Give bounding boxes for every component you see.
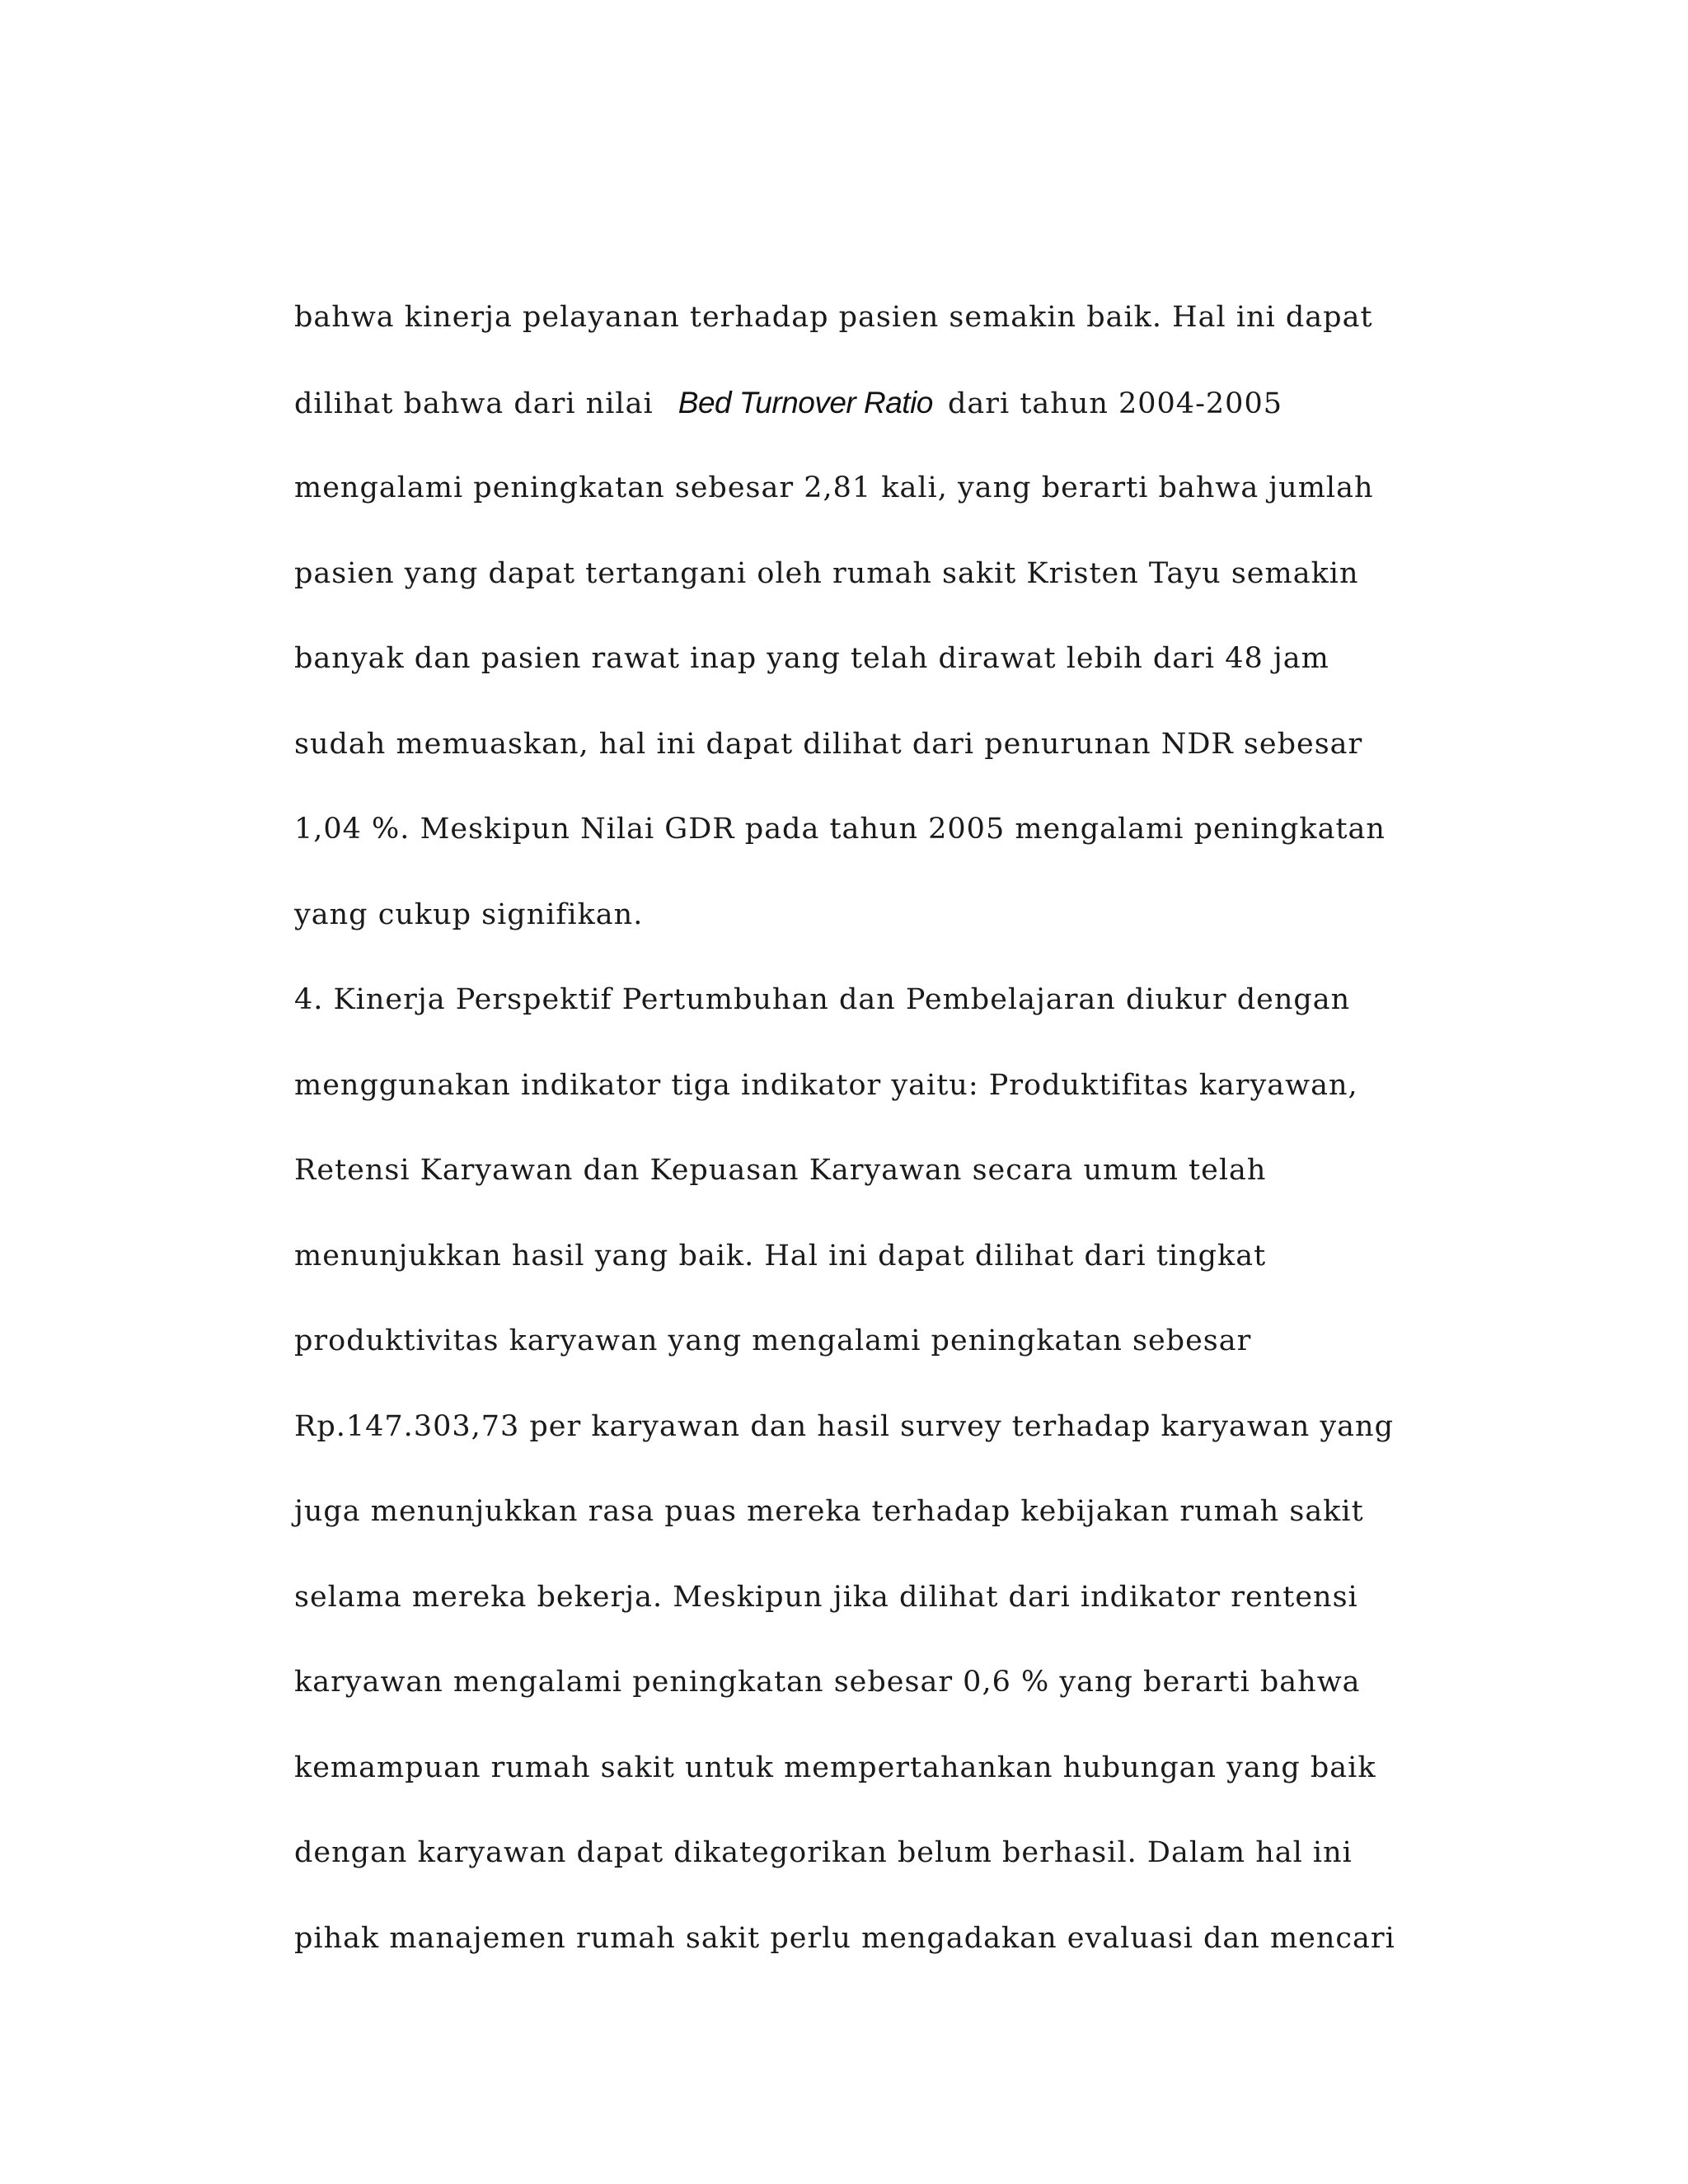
text-line: selama mereka bekerja. Meskipun jika dilihat dari indikator rentensi	[294, 1580, 1358, 1614]
text-line: dilihat bahwa dari nilai Bed Turnover Ratio dari tahun 2004-2005	[294, 385, 1282, 420]
text-line: Rp.147.303,73 per karyawan dan hasil survey terhadap karyawan yang	[294, 1409, 1394, 1443]
text-line: produktivitas karyawan yang mengalami peningkatan sebesar	[294, 1324, 1252, 1357]
text-line: pihak manajemen rumah sakit perlu mengadakan evaluasi dan mencari	[294, 1921, 1395, 1955]
text-line: banyak dan pasien rawat inap yang telah dirawat lebih dari 48 jam	[294, 642, 1329, 675]
text-line: karyawan mengalami peningkatan sebesar 0,6 % yang berarti bahwa	[294, 1666, 1361, 1699]
text-line: menunjukkan hasil yang baik. Hal ini dapat dilihat dari tingkat	[294, 1239, 1267, 1272]
text-line: Retensi Karyawan dan Kepuasan Karyawan secara umum telah	[294, 1154, 1267, 1187]
text-line: juga menunjukkan rasa puas mereka terhadap kebijakan rumah sakit	[294, 1495, 1364, 1528]
text-line: bahwa kinerja pelayanan terhadap pasien semakin baik. Hal ini dapat	[294, 301, 1373, 334]
list-item-4-line: 4. Kinerja Perspektif Pertumbuhan dan Pembelajaran diukur dengan	[294, 983, 1351, 1016]
text-line: sudah memuaskan, hal ini dapat dilihat dari penurunan NDR sebesar	[294, 727, 1363, 761]
text-line: menggunakan indikator tiga indikator yaitu: Produktifitas karyawan,	[294, 1068, 1358, 1102]
text-line: mengalami peningkatan sebesar 2,81 kali, yang berarti bahwa jumlah	[294, 471, 1374, 504]
body-text	[294, 293, 1448, 1999]
emphasis-term: Bed Turnover Ratio	[678, 385, 933, 419]
text-line: 1,04 %. Meskipun Nilai GDR pada tahun 2005 mengalami peningkatan	[294, 813, 1386, 846]
text-line: pasien yang dapat tertangani oleh rumah sakit Kristen Tayu semakin	[294, 556, 1359, 590]
text-line: kemampuan rumah sakit untuk mempertahankan hubungan yang baik	[294, 1750, 1376, 1784]
text-line: dengan karyawan dapat dikategorikan belum berhasil. Dalam hal ini	[294, 1836, 1353, 1869]
text-line: yang cukup signifikan.	[294, 898, 644, 931]
